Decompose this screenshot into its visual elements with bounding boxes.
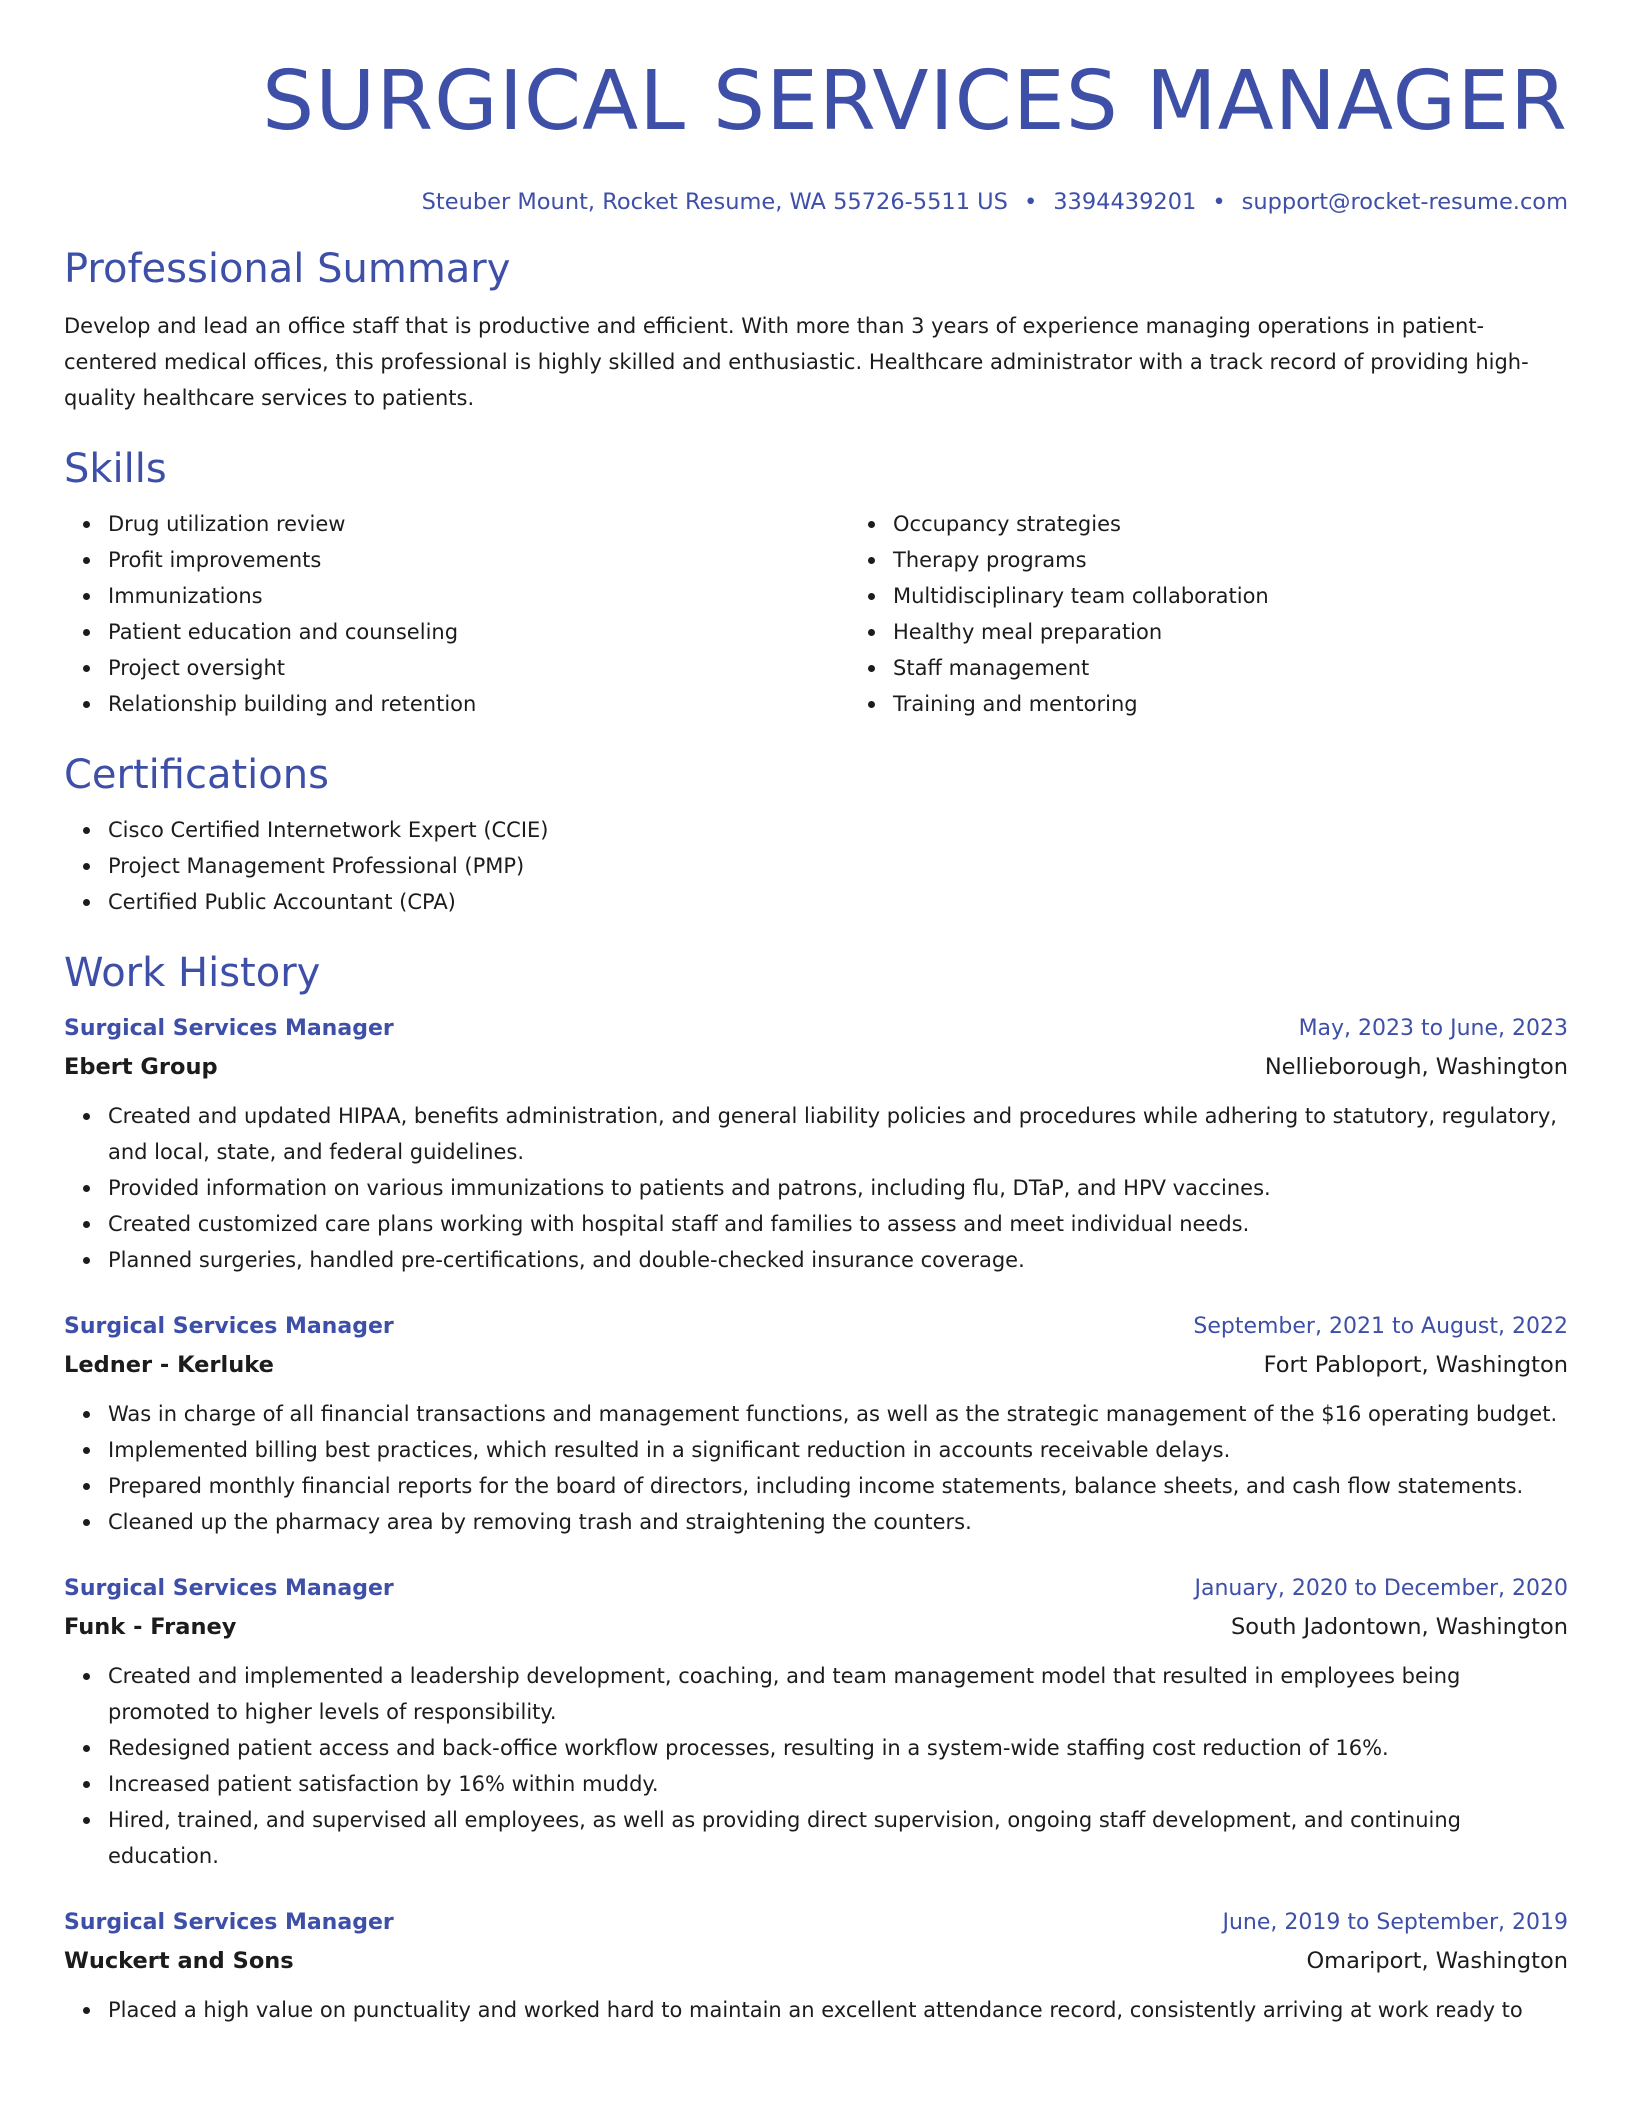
summary-section [0, 244, 1632, 416]
skills-section [0, 444, 1632, 722]
certifications-section [0, 750, 1632, 920]
job-entry [64, 1570, 1568, 1874]
section-title-skills: Skills [64, 446, 167, 492]
certifications-list [64, 812, 1568, 920]
resume-header [0, 0, 1632, 216]
skill-item: Relationship building and retention [108, 686, 849, 722]
contact-separator: • [1023, 189, 1038, 215]
skill-item: Patient education and counseling [108, 614, 849, 650]
certification-item: Cisco Certified Internetwork Expert (CCIE) [108, 812, 1568, 848]
job-entry [64, 1010, 1568, 1278]
job-company: Funk - Franey [64, 1614, 237, 1640]
certification-item: Project Management Professional (PMP) [108, 848, 1568, 884]
job-bullets [64, 1992, 1568, 2028]
job-header-row [64, 1308, 1568, 1346]
skill-item: Immunizations [108, 578, 849, 614]
job-bullets [64, 1098, 1568, 1278]
job-bullet: Created and implemented a leadership development, coaching, and team management model that resulted in employees being promoted to higher levels of responsibility. [108, 1658, 1568, 1730]
job-dates: September, 2021 to August, 2022 [1193, 1314, 1568, 1339]
skill-item: Therapy programs [893, 542, 1568, 578]
section-title-summary: Professional Summary [64, 246, 511, 292]
job-title: Surgical Services Manager [64, 1016, 394, 1041]
job-header-row [64, 1010, 1568, 1048]
job-location: Omariport, Washington [1306, 1948, 1568, 1974]
job-dates: January, 2020 to December, 2020 [1194, 1576, 1568, 1601]
contact-email[interactable]: support@rocket-resume.com [1241, 189, 1568, 215]
skill-item: Staff management [893, 650, 1568, 686]
job-location: Nellieborough, Washington [1264, 1054, 1568, 1080]
job-bullet: Placed a high value on punctuality and worked hard to maintain an excellent attendance record, consistently arriving at work ready to [108, 1992, 1568, 2028]
skill-item: Drug utilization review [108, 506, 849, 542]
job-bullet: Was in charge of all financial transactions and management functions, as well as the strategic management of the $16 operating budget. [108, 1396, 1568, 1432]
job-bullet: Created customized care plans working with hospital staff and families to assess and meet individual needs. [108, 1206, 1568, 1242]
contact-separator: • [1212, 189, 1226, 215]
job-dates: June, 2019 to September, 2019 [1222, 1910, 1568, 1935]
skills-grid [64, 506, 1568, 722]
job-bullet: Hired, trained, and supervised all employees, as well as providing direct supervision, ongoing staff development, and continuing education. [108, 1802, 1568, 1874]
job-bullets [64, 1396, 1568, 1540]
job-entry [64, 1904, 1568, 2028]
job-bullet: Provided information on various immunizations to patients and patrons, including flu, DTaP, and HPV vaccines. [108, 1170, 1568, 1206]
skill-item: Healthy meal preparation [893, 614, 1568, 650]
job-bullet: Created and updated HIPAA, benefits administration, and general liability policies and procedures while adhering to statutory, regulatory, and local, state, and federal guidelines. [108, 1098, 1568, 1170]
job-company-row [64, 1048, 1568, 1086]
job-bullet: Planned surgeries, handled pre-certifications, and double-checked insurance coverage. [108, 1242, 1568, 1278]
job-header-row [64, 1570, 1568, 1608]
job-entry [64, 1308, 1568, 1540]
skill-item: Occupancy strategies [893, 506, 1568, 542]
skill-item: Training and mentoring [893, 686, 1568, 722]
job-location: Fort Pabloport, Washington [1263, 1352, 1568, 1378]
job-company: Wuckert and Sons [64, 1948, 294, 1974]
contact-phone[interactable]: 3394439201 [1053, 189, 1197, 215]
skill-item: Multidisciplinary team collaboration [893, 578, 1568, 614]
job-bullet: Increased patient satisfaction by 16% within muddy. [108, 1766, 1568, 1802]
job-location: South Jadontown, Washington [1230, 1614, 1568, 1640]
job-company: Ebert Group [64, 1054, 218, 1080]
section-title-work-history: Work History [64, 950, 321, 996]
section-title-certifications: Certifications [64, 752, 329, 798]
summary-text: Develop and lead an office staff that is productive and efficient. With more than 3 years of experience managing operations in patient-centered medical offices, this professional is highly skilled and enthusiastic. Healthcare administrator with a track record of providing high-quality healthcare services to patients. [64, 314, 1529, 410]
job-title: Surgical Services Manager [64, 1910, 394, 1935]
page-title: SURGICAL SERVICES MANAGER [262, 54, 1568, 149]
contact-line [64, 188, 1568, 216]
job-bullet: Implemented billing best practices, which resulted in a significant reduction in accounts receivable delays. [108, 1432, 1568, 1468]
contact-address: Steuber Mount, Rocket Resume, WA 55726-5511 US [421, 189, 1008, 215]
certification-item: Certified Public Accountant (CPA) [108, 884, 1568, 920]
job-header-row [64, 1904, 1568, 1942]
job-company-row [64, 1608, 1568, 1646]
skill-item: Profit improvements [108, 542, 849, 578]
job-bullet: Prepared monthly financial reports for the board of directors, including income statements, balance sheets, and cash flow statements. [108, 1468, 1568, 1504]
job-company-row [64, 1346, 1568, 1384]
job-title: Surgical Services Manager [64, 1314, 394, 1339]
skills-list-right [849, 506, 1568, 722]
job-dates: May, 2023 to June, 2023 [1298, 1016, 1568, 1041]
job-title: Surgical Services Manager [64, 1576, 394, 1601]
skill-item: Project oversight [108, 650, 849, 686]
job-bullet: Cleaned up the pharmacy area by removing trash and straightening the counters. [108, 1504, 1568, 1540]
job-bullets [64, 1658, 1568, 1874]
work-history-section [0, 948, 1632, 2028]
job-company: Ledner - Kerluke [64, 1352, 274, 1378]
job-bullet: Redesigned patient access and back-office workflow processes, resulting in a system-wide staffing cost reduction of 16%. [108, 1730, 1568, 1766]
job-company-row [64, 1942, 1568, 1980]
skills-list-left [64, 506, 849, 722]
